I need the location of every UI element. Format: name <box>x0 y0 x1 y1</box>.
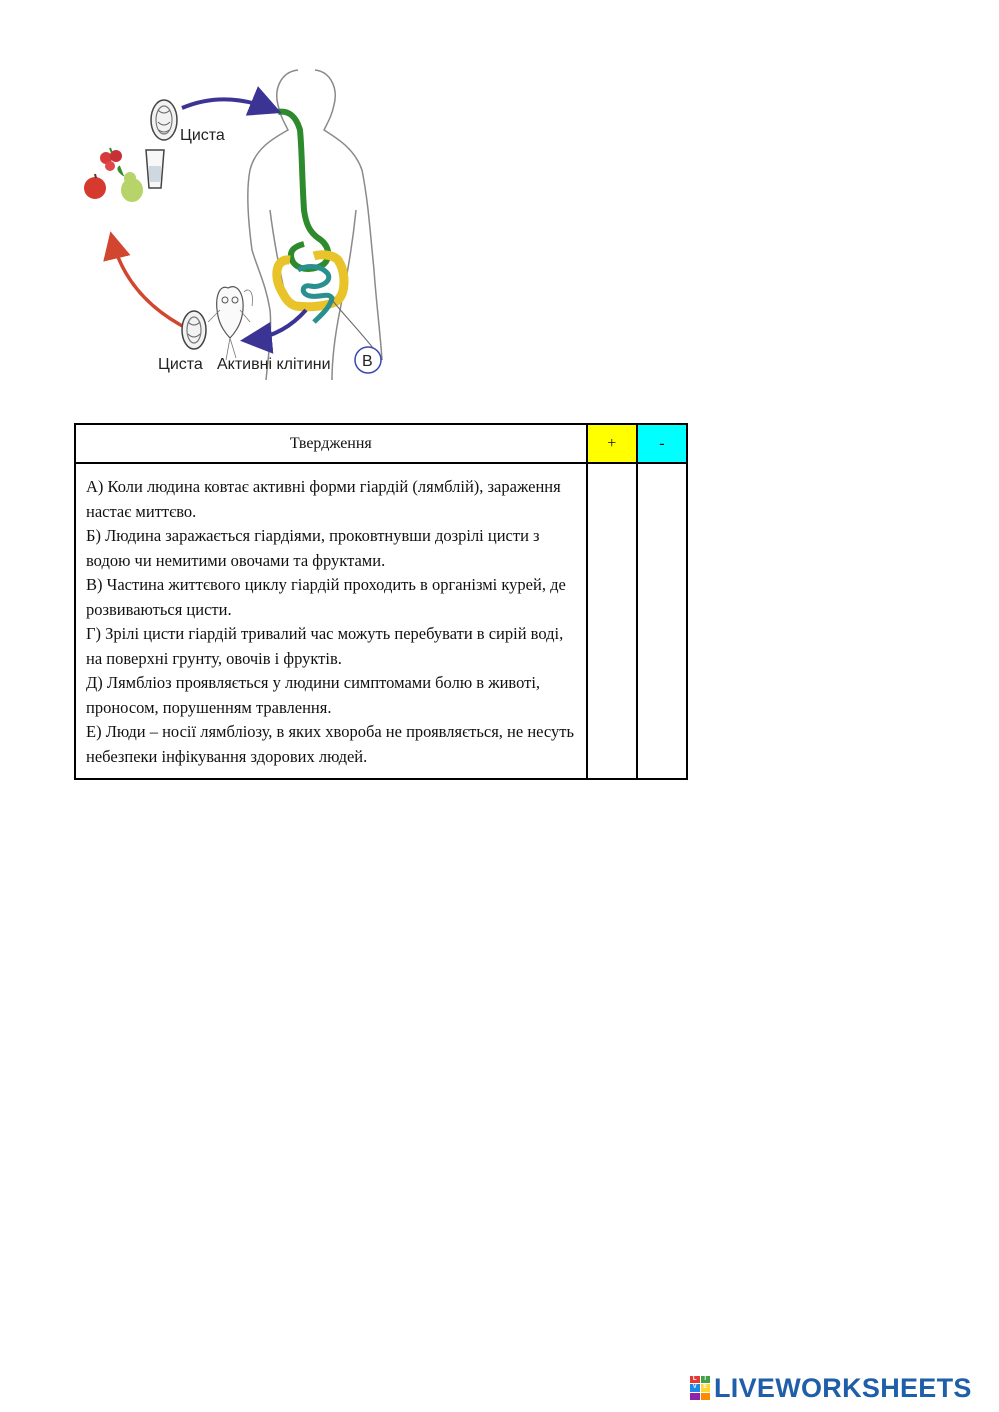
minus-answer-cell[interactable] <box>637 463 687 779</box>
cyst-bottom-icon <box>182 311 206 349</box>
header-statement: Твердження <box>75 424 587 463</box>
logo-tile: L <box>690 1376 700 1383</box>
label-letter: В <box>362 353 373 370</box>
liveworksheets-logo <box>690 1374 972 1402</box>
water-glass-icon <box>146 150 164 188</box>
human-body-outline <box>248 70 382 380</box>
statements-cell <box>75 463 587 779</box>
logo-tile: E <box>701 1384 711 1391</box>
logo-tile: V <box>690 1384 700 1391</box>
statement-f: Е) Люди – носії лямбліозу, в яких хвороба не проявляється, не несуть небезпеки інфікування здорових людей. <box>86 722 574 766</box>
statements-table <box>74 423 688 780</box>
plus-answer-cell[interactable] <box>587 463 637 779</box>
arrow-to-environment <box>112 238 190 330</box>
logo-tiles-icon <box>690 1376 710 1400</box>
esophagus-stomach <box>278 112 328 269</box>
logo-tile <box>690 1393 700 1400</box>
arrow-out-of-body <box>248 310 306 340</box>
giardia-lifecycle-diagram <box>70 60 400 380</box>
cyst-top-icon <box>151 100 177 140</box>
label-cyst-bottom: Циста <box>158 356 203 373</box>
trophozoite-icon <box>208 287 253 360</box>
table-header-row <box>75 424 687 463</box>
logo-tile <box>701 1393 711 1400</box>
label-cyst-top: Циста <box>180 127 225 144</box>
fruits-icon <box>84 148 143 202</box>
header-plus: + <box>587 424 637 463</box>
table-row <box>75 463 687 779</box>
statement-c: В) Частина життєвого циклу гіардій проходить в організмі курей, де розвиваються цисти. <box>86 575 566 619</box>
statement-e: Д) Лямбліоз проявляється у людини симптомами болю в животі, проносом, порушенням травлення. <box>86 673 541 717</box>
header-minus: - <box>637 424 687 463</box>
statement-d: Г) Зрілі цисти гіардій тривалий час можуть перебувати в сирій воді, на поверхні грунту, овочів і фруктів. <box>86 624 564 668</box>
logo-tile: I <box>701 1376 711 1383</box>
statement-a: А) Коли людина ковтає активні форми гіардій (лямблій), зараження настає миттєво. <box>86 477 561 521</box>
arrow-to-mouth <box>182 99 274 110</box>
statement-b: Б) Людина заражається гіардіями, проковтнувши дозрілі цисти з водою чи немитими овочами та фруктами. <box>86 526 540 570</box>
label-active-cells: Активні клітини <box>217 356 331 373</box>
brand-name: LIVEWORKSHEETS <box>714 1372 972 1403</box>
